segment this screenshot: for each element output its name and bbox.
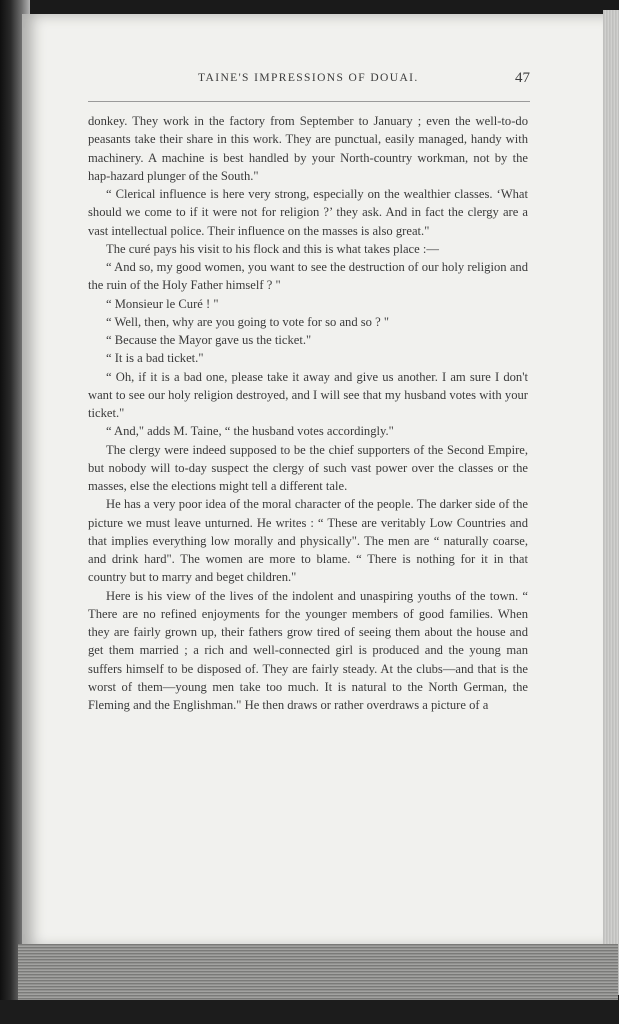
paragraph: The curé pays his visit to his flock and this is what takes place :— bbox=[106, 241, 439, 256]
page-stack-bottom-edge bbox=[18, 944, 618, 1000]
page-number: 47 bbox=[515, 70, 530, 86]
scan-background bbox=[0, 1000, 619, 1024]
paragraph: “ Oh, if it is a bad one, please take it away and give us another. I am sure I don't want to see our holy religion destroyed, and I will see that my husband votes with your ticket." bbox=[88, 369, 528, 420]
paragraph: He has a very poor idea of the moral character of the people. The darker side of the picture we must leave unturned. He writes : “ These are veritably Low Countries and that implies everything low morally and physically". The men are “ naturally coarse, and drink hard". The women are more to blame. “ There is nothing for it in that country but to marry and beget children." bbox=[88, 497, 528, 585]
paragraph: “ Monsieur le Curé ! " bbox=[106, 296, 219, 311]
header-rule bbox=[88, 101, 530, 102]
paragraph: “ Because the Mayor gave us the ticket." bbox=[106, 333, 312, 347]
paragraph: Here is his view of the lives of the indolent and unaspiring youths of the town. “ There are no refined enjoyments for the younger members of good families. When they are fairly grown up, their fathers grow tired of seeing them about the house and get them married ; a rich and well-connected girl is produced and the young man suffers himself to be disposed of. They are fairly steady. At the clubs—and that is the worst of them—young men take too much. It is natural to the North German, the Fleming and the Englishman." He then draws or rather overdraws a picture of a bbox=[88, 588, 528, 712]
page-stack-right-edge bbox=[603, 10, 619, 995]
running-title: TAINE'S IMPRESSIONS OF DOUAI. bbox=[198, 72, 419, 84]
paragraph: “ And," adds M. Taine, “ the husband votes accordingly." bbox=[106, 424, 394, 439]
paragraph: “ It is a bad ticket." bbox=[106, 351, 204, 366]
paragraph: The clergy were indeed supposed to be the chief supporters of the Second Empire, but nobody will to-day suspect the clergy of such vast power over the classes or the masses, else the elections might tell a different tale. bbox=[88, 442, 528, 493]
paragraph: “ Clerical influence is here very strong, especially on the wealthier classes. ‘What should we come to if it were not for religion ?’ they ask. And in fact the clergy are a vast intellectual police. Their influence on the masses is also great." bbox=[88, 187, 528, 238]
paragraph: “ And so, my good women, you want to see the destruction of our holy religion and the ruin of the Holy Father himself ? " bbox=[88, 260, 528, 293]
paragraph: “ Well, then, why are you going to vote for so and so ? " bbox=[106, 314, 389, 329]
paragraph: donkey. They work in the factory from September to January ; even the well-to-do peasants take their share in this work. They are punctual, easily managed, handy with machinery. A machine is best handled by your North-country workman, not by the hap-hazard plunger of the South." bbox=[88, 114, 528, 183]
running-header bbox=[88, 70, 530, 92]
body-text bbox=[88, 112, 528, 714]
